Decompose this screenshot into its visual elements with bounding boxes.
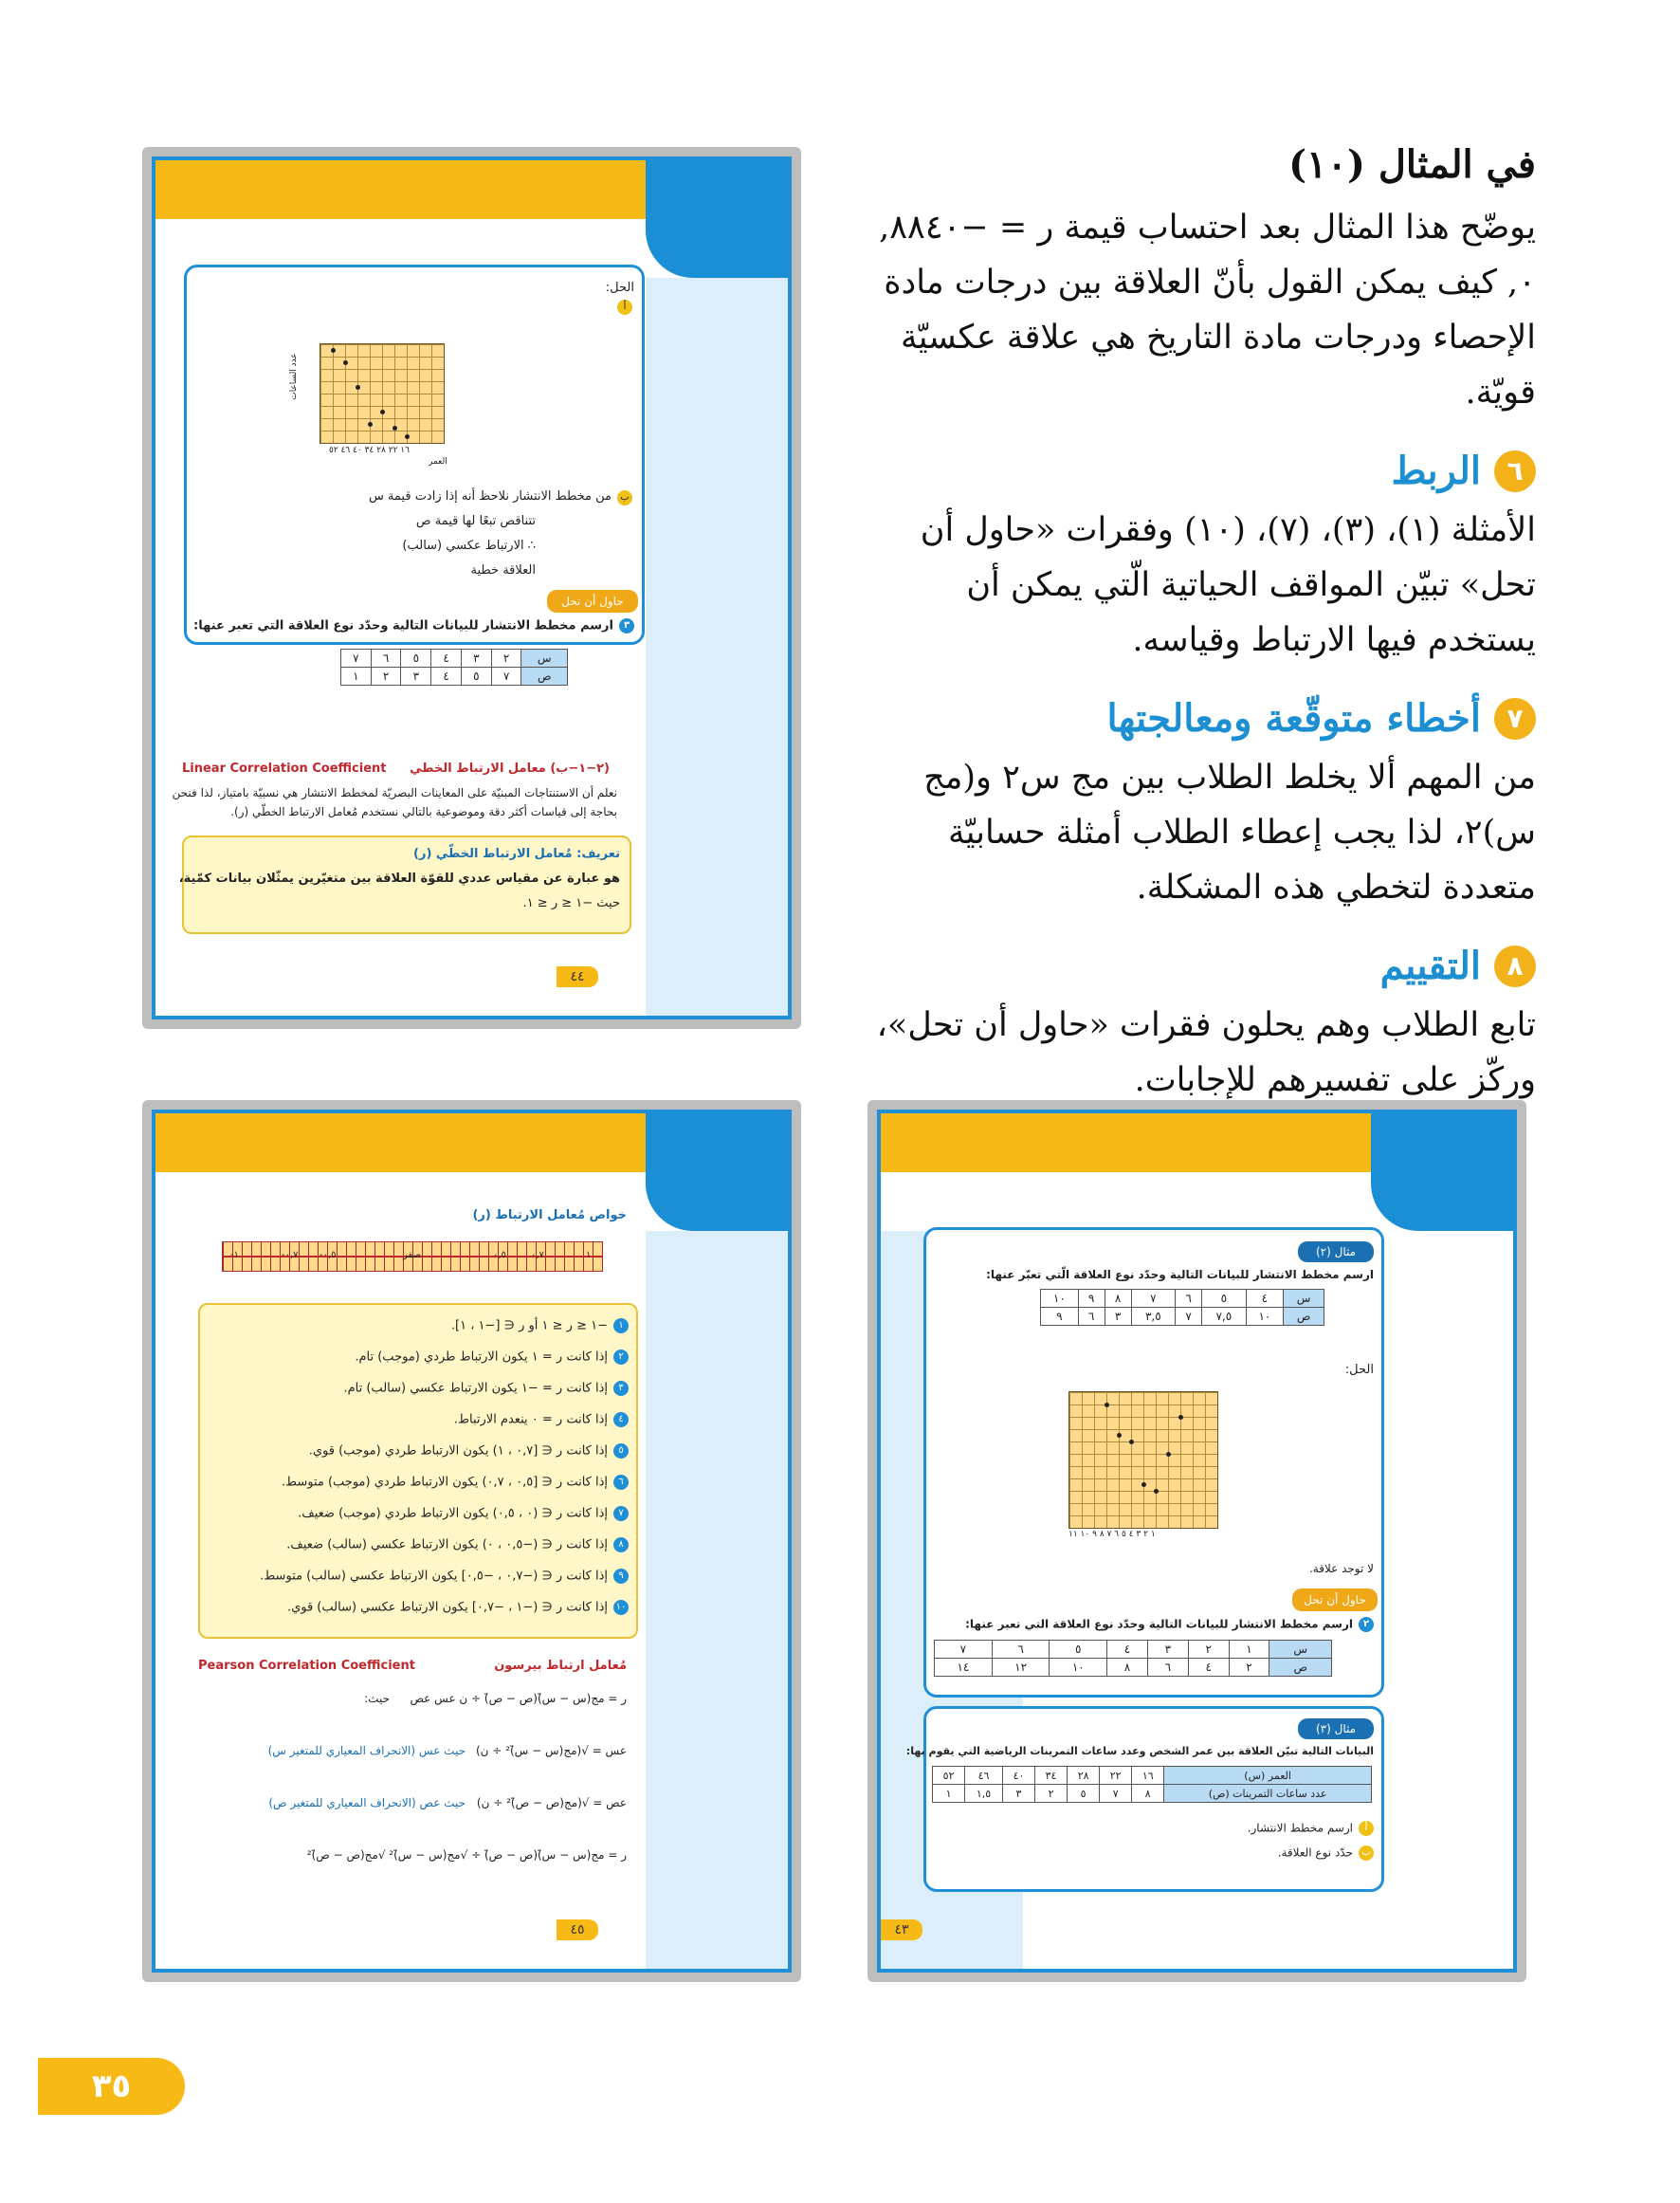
no-relation-text: لا توجد علاقة. (1308, 1562, 1374, 1575)
page-number-43: ٤٣ (881, 1919, 922, 1940)
example-2-box (923, 1227, 1384, 1698)
part-b-text: حدّد نوع العلاقة. (1277, 1845, 1353, 1860)
table-cell: ٩ (1078, 1290, 1105, 1308)
property-number: ٩ (613, 1569, 629, 1584)
example-3-text: البيانات التالية تبيّن العلاقة بين عمر الشخص وعدد ساعات التمرينات الرياضية التي يقوم بها: (905, 1745, 1374, 1757)
pearson-title-en: Pearson Correlation Coefficient (198, 1659, 415, 1673)
table-cell: ٣ (461, 650, 491, 668)
b-line-3: ∴ الارتباط عكسي (سالب) (402, 539, 536, 553)
b-line-4: العلاقة خطية (470, 563, 536, 578)
property-text: إذا كانت ر ∈ (٠ ، ٠,٥) يكون الارتباط طردي (موجب) ضعيف. (298, 1506, 608, 1521)
table-cell: ١٠ (1050, 1659, 1107, 1677)
linear-correlation-title-en: Linear Correlation Coefficient (182, 762, 387, 776)
table-cell: ٤ (431, 650, 462, 668)
table-header-y: ص (1284, 1308, 1324, 1326)
table-header-y: ص (1269, 1659, 1332, 1677)
table-cell: ٦ (992, 1641, 1050, 1659)
table-header-x: س (521, 650, 568, 668)
b-line-1: من مخطط الانتشار نلاحظ أنه إذا زادت قيمة س (368, 489, 612, 504)
point (1154, 1489, 1159, 1494)
table-cell: ٣٤ (1035, 1767, 1068, 1785)
table-cell: ٥ (401, 650, 431, 668)
property-text: −١ ≤ ر ≤ ١ أو ر ∈ [−١ ، ١]. (450, 1318, 608, 1333)
formula-r-expanded: ر = مج(س − س̄)(ص − ص̄) ÷ √مج(س − س̄)² √مج(ص − ص̄)² (306, 1848, 627, 1862)
question-2-number: ٢ (1359, 1617, 1374, 1632)
part-b-marker: ب (617, 490, 632, 505)
table-cell: ٧ (935, 1641, 993, 1659)
table-cell: ٤ (1188, 1659, 1229, 1677)
tick-label: صفر (403, 1250, 422, 1260)
section-7-number: ٧ (1494, 698, 1536, 740)
table-cell: ١٦ (1132, 1767, 1164, 1785)
section-6-number: ٦ (1494, 450, 1536, 492)
example-3-part-b (1278, 1845, 1374, 1861)
tick-label: -١ (230, 1250, 239, 1260)
corner-tab (646, 160, 788, 278)
point (1105, 1403, 1109, 1407)
page-44 (152, 156, 792, 1019)
table-cell: ١ (933, 1785, 965, 1803)
point (393, 426, 397, 431)
table-cell: ١٠ (1246, 1308, 1284, 1326)
example-3-badge: مثال (٣) (1298, 1718, 1374, 1739)
formula-r: ر = مج(س − س̄)(ص − ص̄) ÷ ن عس عص (410, 1692, 627, 1705)
formula-sy: عص = √(مج(ص − ص̄)² ÷ ن) (476, 1796, 627, 1809)
property-number: ٧ (613, 1506, 629, 1521)
definition-range: حيث −١ ≤ ر ≤ ١. (522, 896, 620, 910)
table-cell: ٥ (1068, 1785, 1100, 1803)
table-cell: ٤ (431, 668, 462, 686)
table-cell: ٤٠ (1002, 1767, 1034, 1785)
table-cell: ٥٢ (933, 1767, 965, 1785)
corner-tab (1371, 1113, 1513, 1231)
definition-title: تعريف: مُعامل الارتباط الخطّي (ر) (413, 847, 620, 861)
property-number: ٣ (613, 1381, 629, 1396)
try-it-badge: حاول أن تحل (547, 590, 638, 613)
x-axis-ticks: ١٦ ٢٢ ٢٨ ٣٤ ٤٠ ٤٦ ٥٢ (329, 446, 410, 455)
point (1178, 1415, 1183, 1420)
table-cell: ١٠ (1041, 1290, 1079, 1308)
properties-box (198, 1303, 638, 1639)
table-cell: ٣ (401, 668, 431, 686)
table-cell: ١٢ (992, 1659, 1050, 1677)
property-number: ٢ (613, 1349, 629, 1365)
point (405, 434, 410, 439)
table-cell: ٨ (1105, 1290, 1131, 1308)
thumbnail-page-45 (142, 1100, 801, 1982)
formula-where: حيث: (364, 1692, 390, 1705)
section-7-text: من المهم ألا يخلط الطلاب بين مج س٢ و(مج س)٢، لذا يجب إعطاء الطلاب أمثلة حسابيّة متعددة لتخطي هذه المشكلة. (923, 759, 1536, 907)
property-number: ٤ (613, 1412, 629, 1427)
table-cell: ٤٦ (965, 1767, 1003, 1785)
property-2 (355, 1349, 629, 1365)
side-strip (646, 1231, 788, 1969)
table-cell: ٥ (461, 668, 491, 686)
section-7-title (853, 696, 1536, 741)
section-6-title (853, 449, 1536, 493)
table-cell: ٢٨ (1068, 1767, 1100, 1785)
table-header-x: العمر (س) (1164, 1767, 1372, 1785)
table-cell: ٣ (1105, 1308, 1131, 1326)
point (1129, 1440, 1134, 1444)
property-number: ٥ (613, 1443, 629, 1459)
question-2-text: ارسم مخطط الانتشار للبيانات التالية وحدّد نوع العلاقة التي تعبر عنها: (965, 1617, 1353, 1631)
table-cell: ٢ (371, 668, 401, 686)
x-axis-ticks: ١ ٢ ٣ ٤ ٥ ٦ ٧ ٨ ٩ ١٠ ١١ (1068, 1530, 1156, 1539)
table-cell: ١ (1229, 1641, 1269, 1659)
table-cell: ٨ (1107, 1659, 1148, 1677)
page-number: ٣٥ (38, 2058, 185, 2115)
question-2 (965, 1617, 1374, 1632)
table-cell: ٢ (1229, 1659, 1269, 1677)
example-2-badge: مثال (٢) (1298, 1241, 1374, 1262)
linear-correlation-title-ar: (٢−١−ب) معامل الارتباط الخطي (410, 762, 610, 776)
table-cell: ٦ (1147, 1659, 1188, 1677)
solution-label: الحل: (605, 281, 634, 295)
table-cell: ٦ (371, 650, 401, 668)
page-43 (877, 1110, 1517, 1973)
property-text: إذا كانت ر ∈ (−٠,٧ ، −٠,٥] يكون الارتباط عكسي (سالب) متوسط. (260, 1569, 608, 1584)
example-3-box (905, 1706, 1384, 1892)
question-2-table (934, 1640, 1332, 1677)
table-cell: ٧,٥ (1202, 1308, 1247, 1326)
x-axis-label: العمر (429, 457, 447, 467)
part-a-marker: أ (1359, 1821, 1374, 1836)
tick-label: -٠,٥ (320, 1250, 337, 1260)
table-cell: ٢ (1188, 1641, 1229, 1659)
table-cell: ٥ (1050, 1641, 1107, 1659)
part-b-marker: ب (1359, 1845, 1374, 1861)
table-cell: ٦ (1078, 1308, 1105, 1326)
table-header-x: س (1284, 1290, 1324, 1308)
solution-box (184, 265, 645, 645)
table-cell: ٢ (1035, 1785, 1068, 1803)
table-cell: ١,٥ (965, 1785, 1003, 1803)
page-number-44: ٤٤ (557, 966, 598, 987)
table-cell: ٣ (1002, 1785, 1034, 1803)
corner-tab (646, 1113, 788, 1231)
table-header-x: س (1269, 1641, 1332, 1659)
tick-label: ١ (586, 1250, 592, 1260)
example-heading: في المثال (١٠) (1288, 142, 1536, 187)
property-9 (260, 1569, 629, 1584)
table-cell: ٥ (1202, 1290, 1247, 1308)
table-cell: ٣,٥ (1131, 1308, 1176, 1326)
example-2-text: ارسم مخطط الانتشار للبيانات التالية وحدّد نوع العلاقة الّتي تعبّر عنها: (986, 1268, 1374, 1281)
property-4 (454, 1412, 629, 1427)
property-number: ١ (613, 1318, 629, 1333)
section-8-title (853, 944, 1536, 988)
table-cell: ٢٢ (1100, 1767, 1132, 1785)
table-cell: ٣ (1147, 1641, 1188, 1659)
property-text: إذا كانت ر ∈ (−٠,٥ ، ٠) يكون الارتباط عكسي (سالب) ضعيف. (286, 1537, 608, 1552)
thumbnail-page-44 (142, 147, 801, 1029)
point (331, 348, 336, 353)
table-cell: ٧ (1131, 1290, 1176, 1308)
table-header-y: ص (521, 668, 568, 686)
tick-label: -٠,٧ (282, 1250, 299, 1260)
table-cell: ٨ (1132, 1785, 1164, 1803)
tick-label: ٠,٧ (531, 1250, 544, 1260)
scatter-plot-43 (1068, 1391, 1218, 1529)
table-cell: ١ (341, 668, 372, 686)
pearson-title-ar: مُعامل ارتباط بيرسون (494, 1659, 627, 1673)
solution-label: الحل: (1344, 1363, 1374, 1377)
part-a-text: ارسم مخطط الانتشار. (1247, 1821, 1353, 1835)
property-5 (309, 1443, 629, 1459)
example-text: يوضّح هذا المثال بعد احتساب قيمة ر = −٨٨٤٠, ٠, كيف يمكن القول بأنّ العلاقة بين درجات مادة الإحصاء ودرجات مادة التاريخ هي علاقة عكسيّة قويّة. (879, 209, 1536, 412)
table-cell: ٩ (1041, 1308, 1079, 1326)
table-header-y: عدد ساعات التمرينات (ص) (1164, 1785, 1372, 1803)
table-cell: ٤ (1246, 1290, 1284, 1308)
property-text: إذا كانت ر ∈ [٠,٧ ، ١) يكون الارتباط طردي (موجب) قوي. (308, 1443, 608, 1459)
question-3-number: ٣ (619, 618, 634, 633)
example-3-table (932, 1766, 1372, 1803)
point (356, 385, 360, 390)
lc-text-1: نعلم أن الاستنتاجات المبنيّة على المعاينات البصريّة لمخطط الانتشار هي نسبيّة بامتياز، لذا فنحن (172, 786, 617, 799)
property-6 (282, 1475, 629, 1490)
data-table-44 (340, 649, 568, 686)
definition-text: هو عبارة عن مقياس عددي للقوّة العلاقة بين متغيّرين يمثّلان بيانات كمّية، (178, 872, 620, 886)
section-8-label: التقييم (1379, 944, 1481, 988)
table-cell: ٤ (1107, 1641, 1148, 1659)
tick-label: ٠,٥ (493, 1250, 506, 1260)
teacher-notes (853, 142, 1536, 1136)
example-2-table (1040, 1289, 1324, 1326)
property-text: إذا كانت ر = −١ يكون الارتباط عكسي (سالب) تام. (343, 1381, 608, 1396)
property-number: ٨ (613, 1537, 629, 1552)
table-cell: ٧ (1176, 1308, 1202, 1326)
formula-sx-note: حيث عس (الانحراف المعياري للمتغير س) (267, 1744, 466, 1757)
b-line-2: تتناقص تبعًا لها قيمة ص (415, 514, 536, 528)
side-strip (646, 278, 788, 1016)
definition-box (178, 835, 631, 934)
question-3-text: ارسم مخطط الانتشار للبيانات التالية وحدّد نوع العلاقة التي تعبر عنها: (193, 618, 613, 633)
point (343, 360, 348, 365)
scatter-plot-44 (320, 343, 445, 444)
y-axis-label: عدد الساعات (288, 353, 299, 400)
table-cell: ١٤ (935, 1659, 993, 1677)
page-45 (152, 1110, 792, 1973)
section-8-text: تابع الطلاب وهم يحلون فقرات «حاول أن تحل»، وركّز على تفسيرهم للإجابات. (876, 1006, 1536, 1099)
properties-title: خواص مُعامل الارتباط (ر) (472, 1208, 627, 1222)
table-cell: ٢ (491, 650, 521, 668)
point (380, 410, 385, 414)
point (1166, 1452, 1171, 1457)
point (1117, 1433, 1122, 1438)
section-7-label: أخطاء متوقّعة ومعالجتها (1106, 696, 1481, 741)
table-cell: ٦ (1176, 1290, 1202, 1308)
formula-sy-note: حيث عص (الانحراف المعياري للمتغير ص) (268, 1796, 466, 1809)
property-7 (298, 1506, 629, 1521)
section-6-text: الأمثلة (١)، (٣)، (٧)، (١٠) وفقرات «حاول أن تحل» تبيّن المواقف الحياتية الّتي يمكن أن يستخدم فيها الارتباط وقياسه. (920, 511, 1536, 659)
question-3 (193, 618, 634, 633)
point (1141, 1482, 1146, 1487)
property-10 (287, 1600, 629, 1615)
property-number: ٦ (613, 1475, 629, 1490)
part-a-marker: أ (617, 300, 632, 315)
example-3-part-a (1248, 1821, 1374, 1836)
number-line (222, 1241, 603, 1272)
table-cell: ٧ (341, 650, 372, 668)
formula-sx: عس = √(مج(س − س̄)² ÷ ن) (476, 1744, 627, 1757)
lc-text-2: بحاجة إلى قياسات أكثر دقة وموضوعية بالتالي نستخدم مُعامل الارتباط الخطّي (ر). (230, 805, 617, 818)
try-it-badge: حاول أن تحل (1292, 1588, 1378, 1611)
property-number: ١٠ (613, 1600, 629, 1615)
thumbnail-page-43 (867, 1100, 1526, 1982)
property-text: إذا كانت ر ∈ [٠,٥ ، ٠,٧) يكون الارتباط طردي (موجب) متوسط. (281, 1475, 608, 1490)
property-text: إذا كانت ر = ٠ ينعدم الارتباط. (453, 1412, 608, 1427)
table-cell: ٧ (1100, 1785, 1132, 1803)
point (368, 422, 373, 427)
section-8-number: ٨ (1494, 945, 1536, 987)
table-cell: ٧ (491, 668, 521, 686)
page-number-45: ٤٥ (557, 1919, 598, 1940)
property-text: إذا كانت ر ∈ (−١ ، −٠,٧] يكون الارتباط عكسي (سالب) قوي. (286, 1600, 608, 1615)
property-1 (451, 1318, 629, 1333)
section-6-label: الربط (1391, 449, 1481, 493)
property-3 (343, 1381, 629, 1396)
property-text: إذا كانت ر = ١ يكون الارتباط طردي (موجب) تام. (355, 1349, 608, 1365)
property-8 (286, 1537, 629, 1552)
